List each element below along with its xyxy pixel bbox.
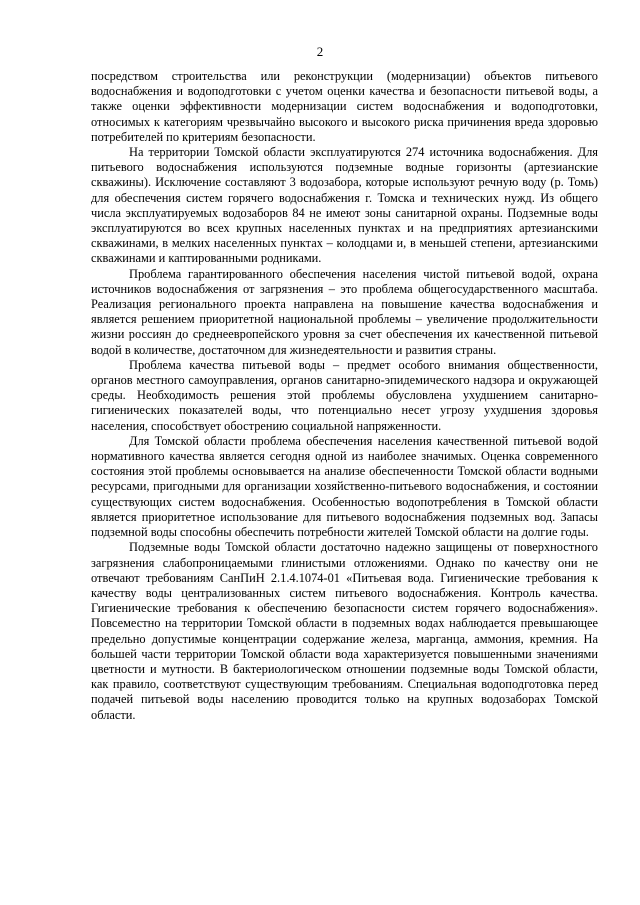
paragraph-tomsk-region: Для Томской области проблема обеспечения населения качественной питьевой водой нормативного качества является сегодня одной из наиболее значимых. Оценка современного состояния этой проблемы основывается на анализе обеспеченности Томской области водными ресурсами, пригодными для организации хозяйственно-питьевого водоснабжения, и состоянии существующих систем водоснабжения. Особенностью водопотребления в Томской области является приоритетное использование для питьевого водоснабжения подземных вод. Запасы подземной воды способны обеспечить потребности жителей Томской области на долгие годы. [91, 433, 598, 540]
document-body [91, 69, 598, 723]
page-number: 2 [316, 44, 324, 59]
paragraph-groundwater: Подземные воды Томской области достаточно надежно защищены от поверхностного загрязнения слабопроницаемыми глинистыми отложениями. Однако по качеству они не отвечают требованиям СанПиН 2.1.4.1074-01 «Питьевая вода. Гигиенические требования к качеству воды централизованных систем питьевого водоснабжения. Контроль качества. Гигиенические требования к обеспечению безопасности систем горячего водоснабжения». Повсеместно на территории Томской области в подземных водах наблюдается превышающее предельно допустимые концентрации содержание железа, марганца, аммония, кремния. На большей части территории Томской области вода характеризуется повышенными значениями цветности и мутности. В бактериологическом отношении подземные воды Томской области, как правило, соответствуют существующим требованиям. Специальная водоподготовка перед подачей питьевой воды населению проводится только на крупных водозаборах Томской области. [91, 540, 598, 722]
paragraph-national-problem: Проблема гарантированного обеспечения населения чистой питьевой водой, охрана источников водоснабжения от загрязнения – это проблема общегосударственного масштаба. Реализация регионального проекта направлена на повышение качества водоснабжения и является решением приоритетной национальной проблемы – увеличение продолжительности жизни россиян до среднеевропейского уровня за счет обеспечения их качественной питьевой водой в количестве, достаточном для жизнедеятельности и развития страны. [91, 266, 598, 357]
paragraph-continuation: посредством строительства или реконструкции (модернизации) объектов питьевого водоснабжения и водоподготовки с учетом оценки качества и безопасности питьевой воды, а также оценки эффективности модернизации систем водоснабжения и водоподготовки, относимых к категориям чрезвычайно высокого и высокого риска причинения вреда здоровью потребителей по критериям безопасности. [91, 69, 598, 144]
paragraph-water-sources: На территории Томской области эксплуатируются 274 источника водоснабжения. Для питьевого водоснабжения используются подземные водные горизонты (артезианские скважины). Исключение составляют 3 водозабора, которые используют речную воду (р. Томь) для обеспечения систем горячего водоснабжения г. Томска и технических нужд. Из общего числа эксплуатируемых водозаборов 84 не имеют зоны санитарной охраны. Подземные воды эксплуатируются во всех крупных населенных пунктах и на предприятиях артезианскими скважинами, в мелких населенных пунктах – колодцами и, в меньшей степени, артезианскими скважинами и каптированными родниками. [91, 145, 598, 266]
paragraph-water-quality: Проблема качества питьевой воды – предмет особого внимания общественности, органов местного самоуправления, органов санитарно-эпидемического надзора и окружающей среды. Необходимость решения этой проблемы обусловлена ухудшением санитарно-гигиенических показателей воды, что потенциально несет угрозу ухудшения здоровья населения, способствует обострению социальной напряженности. [91, 357, 598, 433]
